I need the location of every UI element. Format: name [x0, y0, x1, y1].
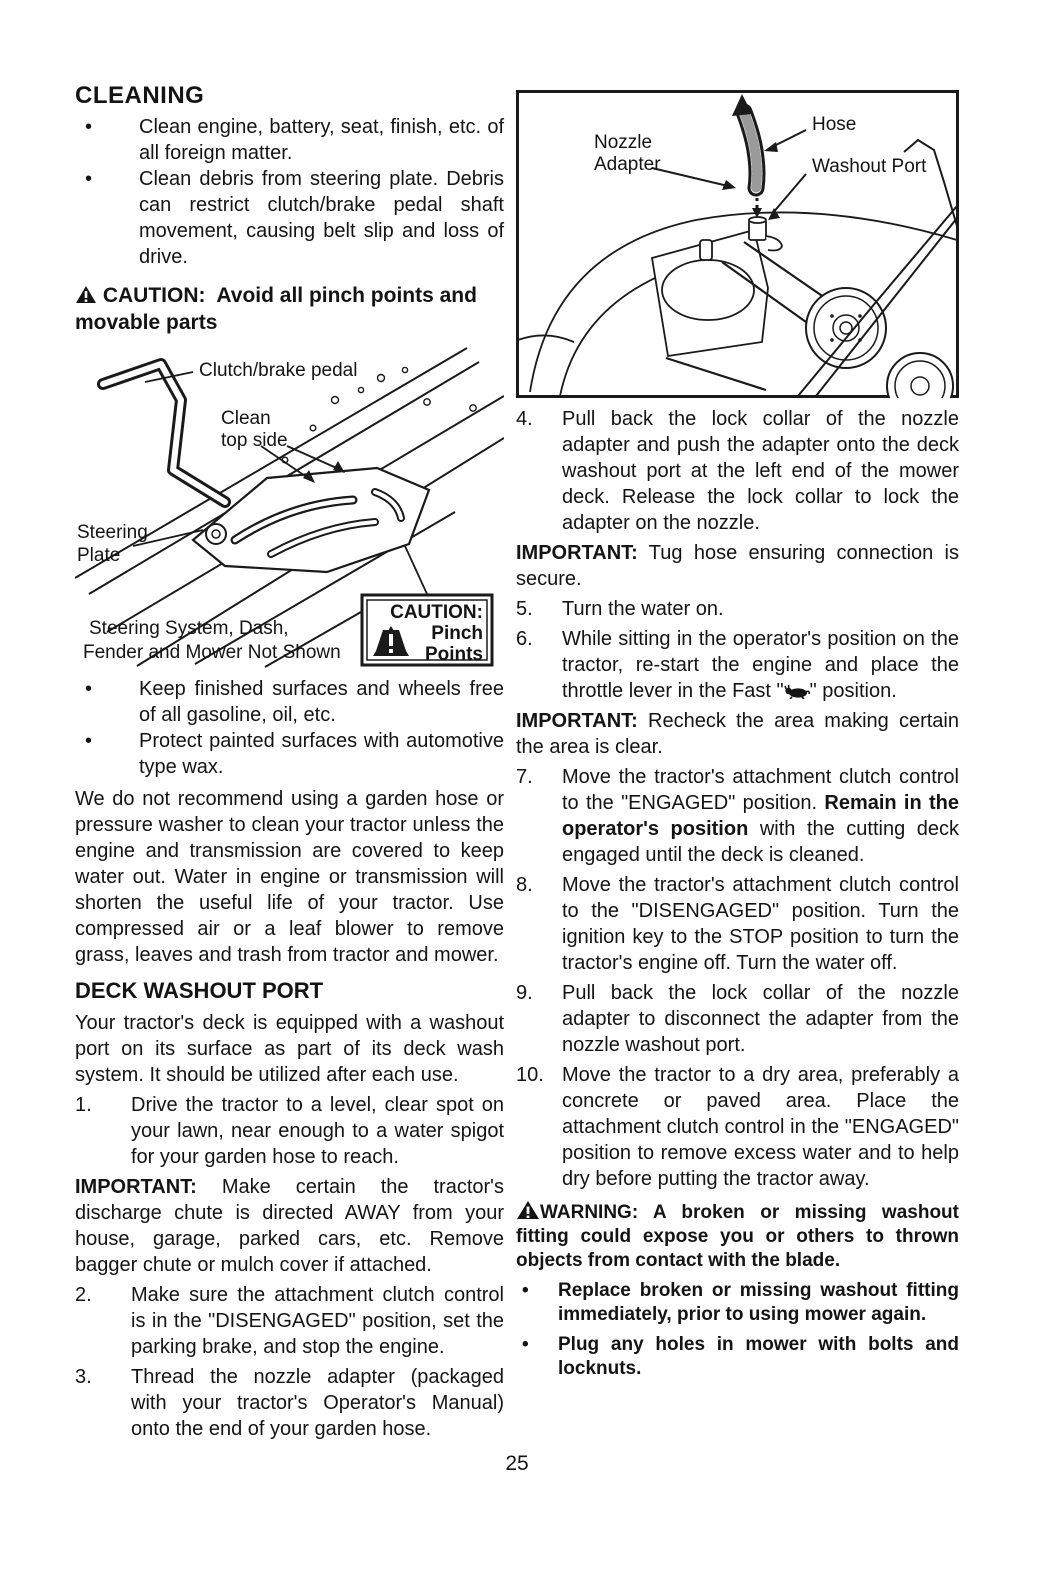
step-text: Make sure the attachment clutch control is in the "DISENGAGED" position, set the parking brake, and stop the engine. — [131, 1284, 504, 1358]
figure-label-hose: Hose — [812, 114, 857, 135]
warning-bullet-text: Plug any holes in mower with bolts and locknuts. — [558, 1334, 959, 1379]
step-9 — [516, 980, 959, 1058]
step-8 — [516, 872, 959, 976]
deck-washout-intro: Your tractor's deck is equipped with a washout port on its surface as part of its deck wash system. It should be utilized after each use. — [75, 1012, 504, 1086]
diagram-label-clean-1: Clean — [221, 408, 271, 429]
bullet-marker: • — [85, 116, 93, 138]
page-number: 25 — [505, 1452, 529, 1475]
step-4 — [516, 406, 959, 536]
step-text: Turn the water on. — [562, 598, 724, 620]
bullet-text: Protect painted surfaces with automotive type wax. — [139, 730, 504, 778]
bullet-text: Keep finished surfaces and wheels free of all gasoline, oil, etc. — [139, 678, 504, 726]
caution-note — [75, 282, 504, 336]
warning-triangle-icon — [75, 285, 97, 304]
diagram-caption-2: Fender and Mower Not Shown — [83, 642, 341, 663]
important-label: IMPORTANT: — [516, 710, 638, 732]
deck-washout-heading: DECK WASHOUT PORT — [75, 978, 324, 1003]
important-note: IMPORTANT: Tug hose ensuring connection is secure. — [516, 542, 960, 590]
warning-note: WARNING: A broken or missing washout fitting could expose you or others to thrown objects from contact with the blade. — [516, 1202, 959, 1271]
step-number: 4. — [516, 408, 533, 430]
step-text: Move the tractor's attachment clutch control to the "ENGAGED" position. Remain in the operator's position with the cutting deck engaged until the deck is cleaned. — [562, 766, 960, 866]
step-number: 6. — [516, 628, 533, 650]
list-item — [75, 676, 504, 728]
step-text: Move the tractor to a dry area, preferably a concrete or paved area. Place the attachment clutch control in the "ENGAGED" position to remove excess water and to help dry before putting the tractor away. — [562, 1064, 959, 1190]
list-item — [75, 728, 504, 780]
step-10 — [516, 1062, 959, 1192]
diagram-caption-1: Steering System, Dash, — [89, 618, 289, 639]
caution-box-line2: Points — [424, 644, 483, 665]
bullet-marker: • — [522, 1334, 529, 1355]
cleaning-paragraph: We do not recommend using a garden hose or pressure washer to clean your tractor unless the engine and transmission are covered to keep water out. Water in engine or transmission will shorten the useful life of your tractor. Use compressed air or a leaf blower to remove grass, leaves and trash from tractor and mower. — [75, 788, 504, 966]
step-text: Thread the nozzle adapter (packaged with your tractor's Operator's Manual) onto the end of your garden hose. — [131, 1366, 504, 1440]
cleaning-heading: CLEANING — [75, 82, 205, 109]
washout-port-figure — [516, 90, 959, 398]
step-number: 8. — [516, 874, 533, 896]
step-text: Pull back the lock collar of the nozzle adapter to disconnect the adapter from the nozzle washout port. — [562, 982, 959, 1056]
step-number: 7. — [516, 766, 533, 788]
figure-label-nozzle-2: Adapter — [594, 154, 661, 175]
step-number: 3. — [75, 1366, 92, 1388]
step-number: 10. — [516, 1064, 544, 1086]
fast-rabbit-icon — [784, 683, 810, 699]
step-text: Drive the tractor to a level, clear spot on your lawn, near enough to a water spigot for your garden hose to reach. — [131, 1094, 504, 1168]
important-note: IMPORTANT: Recheck the area making certain the area is clear. — [516, 710, 959, 758]
important-label: IMPORTANT: — [75, 1176, 197, 1198]
bullet-marker: • — [85, 730, 93, 752]
step-6 — [516, 626, 959, 704]
warning-triangle-icon — [516, 1200, 540, 1220]
step-number: 9. — [516, 982, 533, 1004]
caution-box-line1: Pinch — [431, 623, 483, 644]
step-number: 2. — [75, 1284, 92, 1306]
caution-label: CAUTION: — [102, 284, 206, 307]
warning-label: WARNING: — [540, 1202, 639, 1223]
important-note: IMPORTANT: Make certain the tractor's discharge chute is directed AWAY from your house, garage, parked cars, etc. Remove bagger chute or mulch cover if attached. — [75, 1176, 504, 1276]
list-item — [75, 166, 504, 270]
bullet-marker: • — [85, 168, 93, 190]
diagram-label-clean-2: top side — [221, 430, 288, 451]
figure-label-nozzle-1: Nozzle — [594, 132, 653, 153]
warning-section — [516, 1200, 959, 1381]
caution-text: Avoid all pinch points and movable parts — [75, 284, 477, 334]
step-5 — [516, 596, 959, 622]
pinch-points-caution-box — [362, 595, 492, 665]
step-text: Pull back the lock collar of the nozzle adapter and push the adapter onto the deck washout port at the left end of the mower deck. Release the lock collar to lock the adapter on the nozzle. — [562, 408, 959, 534]
step-3 — [75, 1364, 504, 1442]
figure-label-washout-port: Washout Port — [812, 156, 927, 177]
step-text: While sitting in the operator's position on the tractor, re-start the engine and place the throttle lever in the Fast " " position. — [562, 628, 959, 702]
step-number: 1. — [75, 1094, 92, 1116]
caution-box-title: CAUTION: — [390, 602, 483, 623]
diagram-label-plate-1: Steering — [77, 522, 148, 543]
step-2 — [75, 1282, 504, 1360]
right-column — [516, 90, 959, 1381]
list-item — [75, 114, 504, 166]
steering-plate-shape — [193, 468, 429, 572]
bullet-marker: • — [85, 678, 93, 700]
left-column — [75, 82, 504, 1442]
diagram-label-pedal: Clutch/brake pedal — [199, 360, 358, 381]
step-number: 5. — [516, 598, 533, 620]
warning-bullet-text: Replace broken or missing washout fitting immediately, prior to using mower again. — [558, 1280, 959, 1325]
bullet-text: Clean engine, battery, seat, finish, etc. of all foreign matter. — [139, 116, 504, 164]
step-1 — [75, 1092, 504, 1170]
step-text: Move the tractor's attachment clutch control to the "DISENGAGED" position. Turn the ignition key to the STOP position to turn the tractor's engine off. Turn the water off. — [562, 874, 959, 974]
bullet-text: Clean debris from steering plate. Debris can restrict clutch/brake pedal shaft movement, causing belt slip and loss of drive. — [139, 168, 504, 268]
bullet-marker: • — [522, 1280, 529, 1301]
steering-plate-diagram — [75, 342, 504, 668]
step-7 — [516, 764, 959, 868]
list-item — [516, 1333, 959, 1381]
diagram-label-plate-2: Plate — [77, 545, 121, 566]
important-label: IMPORTANT: — [516, 542, 638, 564]
list-item — [516, 1279, 959, 1327]
